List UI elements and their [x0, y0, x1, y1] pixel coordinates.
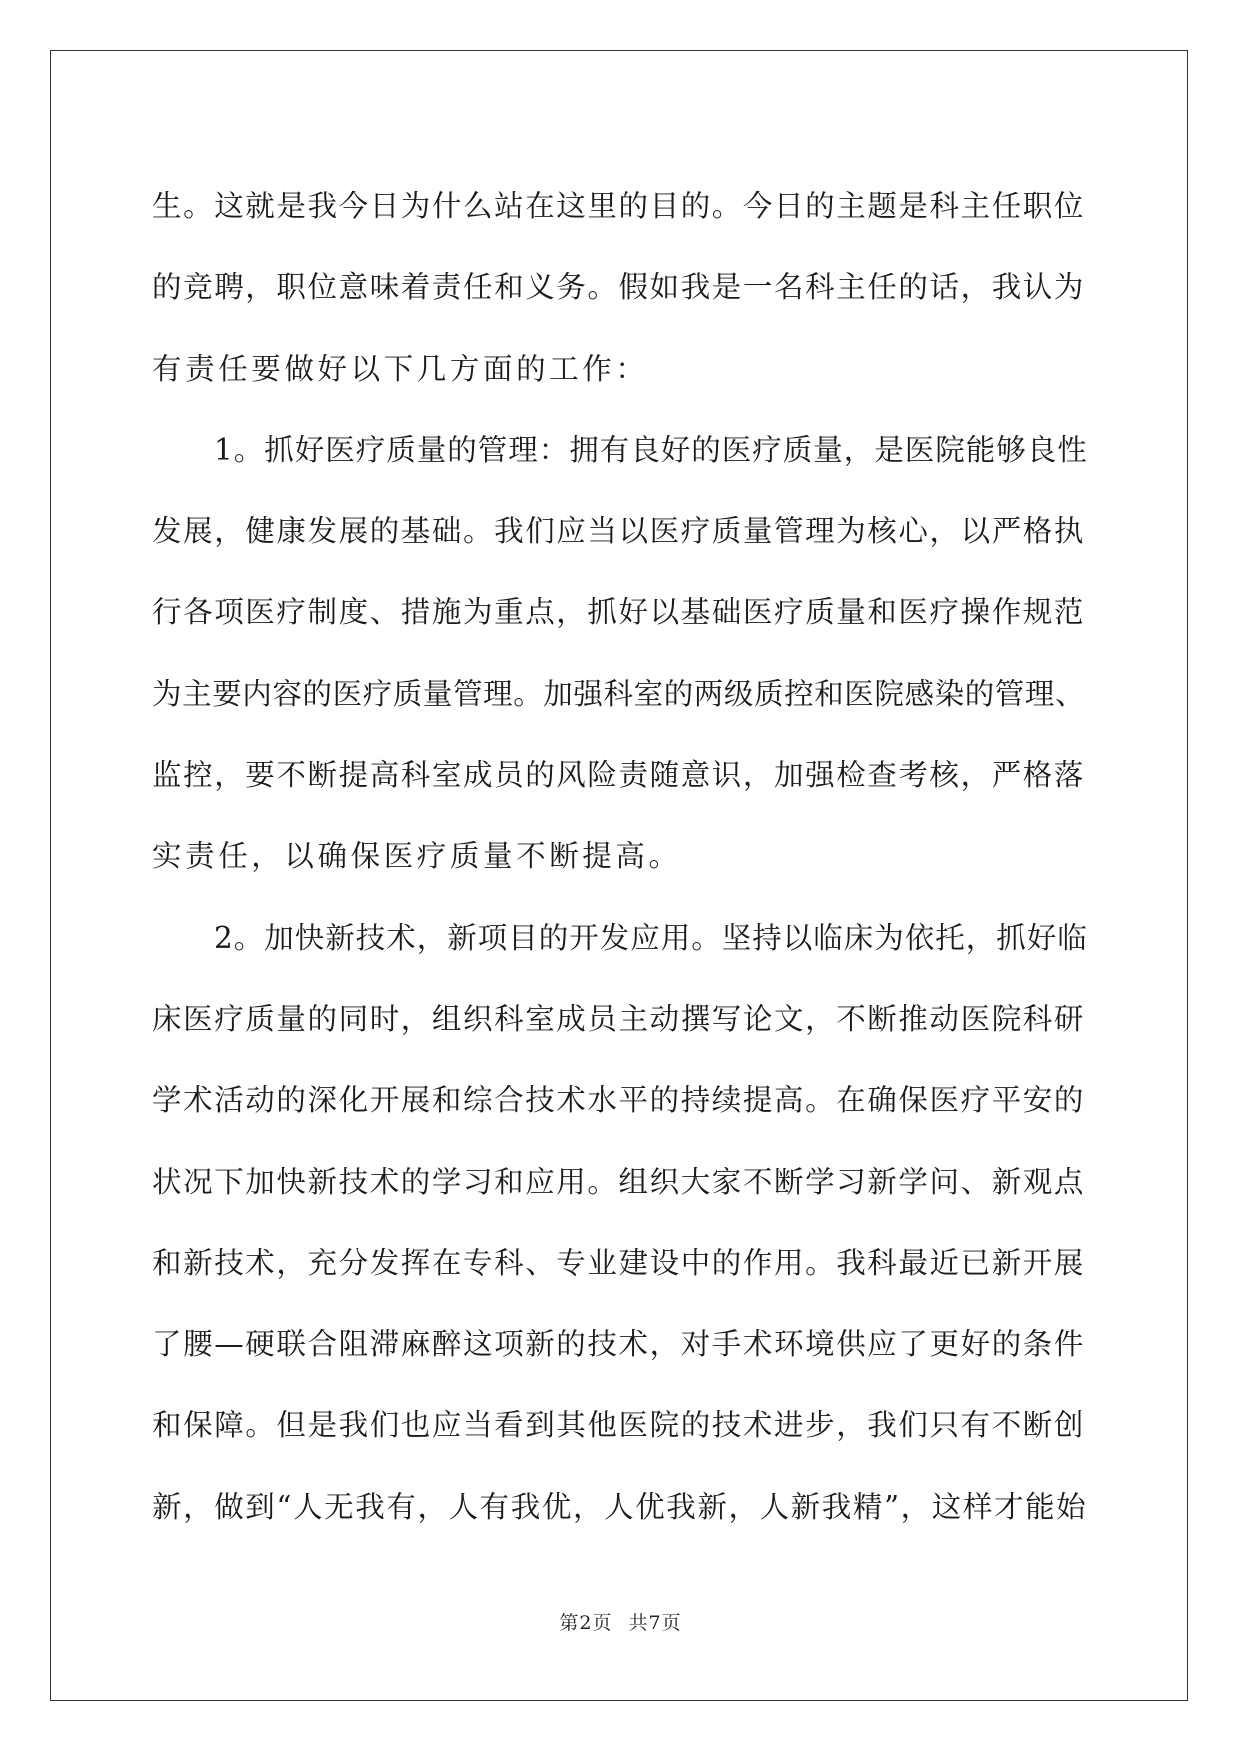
text-line: 1。抓好医疗质量的管理：拥有良好的医疗质量，是医院能够良性 [214, 432, 1088, 467]
text-line: 床医疗质量的同时，组织科室成员主动撰写论文，不断推动医院科研 [152, 1001, 1086, 1036]
text-line: 监控，要不断提高科室成员的风险责随意识，加强检查考核，严格落 [152, 758, 1086, 793]
text-line: 新，做到“人无我有，人有我优，人优我新，人新我精”，这样才能始 [152, 1489, 1088, 1524]
text-line: 和保障。但是我们也应当看到其他医院的技术进步，我们只有不断创 [152, 1408, 1086, 1443]
text-line: 为主要内容的医疗质量管理。加强科室的两级质控和医院感染的管理、 [152, 676, 1086, 711]
text-line: 实责任，以确保医疗质量不断提高。 [152, 839, 682, 874]
page-footer [0, 1608, 1241, 1635]
text-line: 的竞聘，职位意味着责任和义务。假如我是一名科主任的话，我认为 [152, 270, 1086, 305]
text-line: 2。加快新技术，新项目的开发应用。坚持以临床为依托，抓好临 [214, 920, 1088, 955]
text-line: 了腰—硬联合阻滞麻醉这项新的技术，对手术环境供应了更好的条件 [152, 1327, 1086, 1362]
text-line: 生。这就是我今日为什么站在这里的目的。今日的主题是科主任职位 [152, 189, 1086, 223]
page-total: 共7页 [628, 1612, 682, 1634]
text-line: 有责任要做好以下几方面的工作： [152, 351, 649, 386]
text-line: 和新技术，充分发挥在专科、专业建设中的作用。我科最近已新开展 [152, 1245, 1086, 1280]
text-line: 学术活动的深化开展和综合技术水平的持续提高。在确保医疗平安的 [152, 1083, 1086, 1118]
text-line: 状况下加快新技术的学习和应用。组织大家不断学习新学问、新观点 [152, 1164, 1086, 1199]
document-body [152, 166, 1087, 1548]
page-number: 第2页 [559, 1612, 613, 1634]
text-line: 行各项医疗制度、措施为重点，抓好以基础医疗质量和医疗操作规范 [152, 595, 1086, 630]
text-line: 发展，健康发展的基础。我们应当以医疗质量管理为核心，以严格执 [152, 514, 1086, 549]
